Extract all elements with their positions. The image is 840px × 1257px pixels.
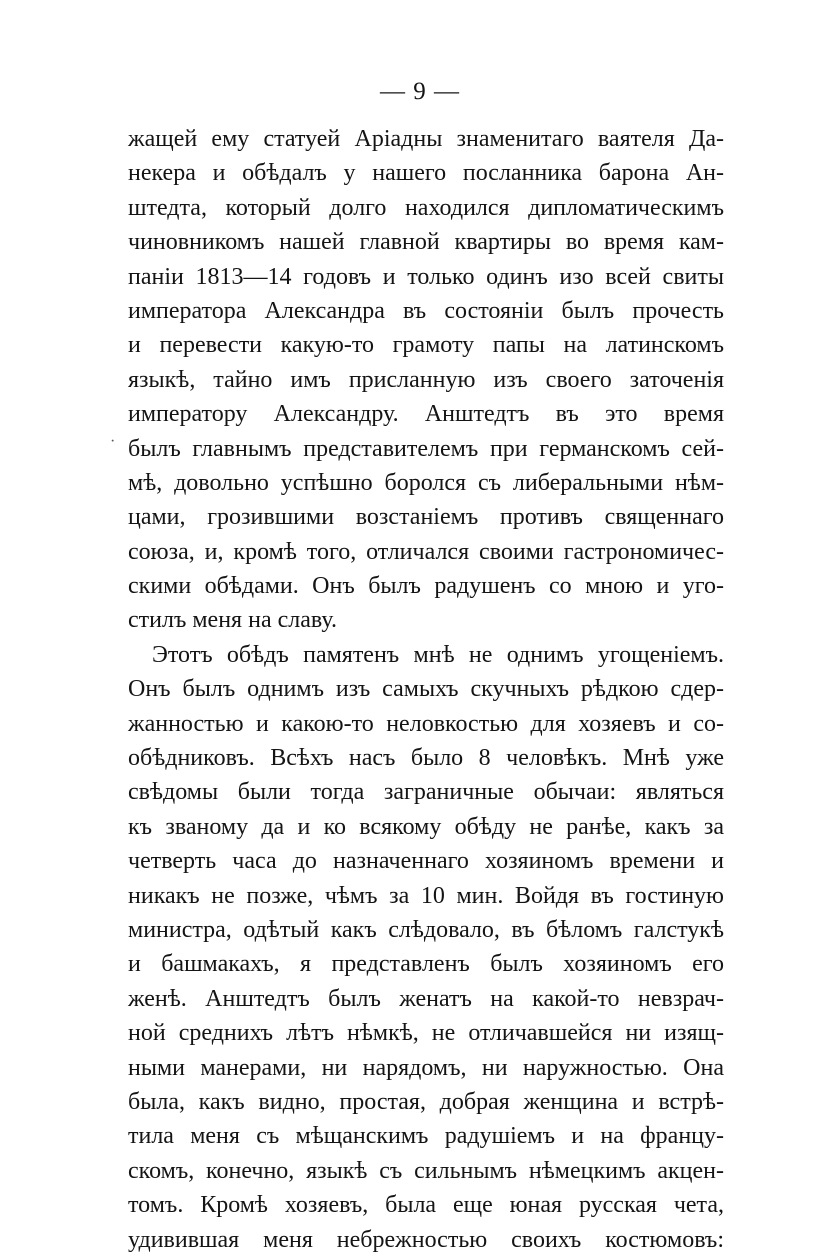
text-line: паніи 1813—14 годовъ и только одинъ изо всей свиты xyxy=(128,263,724,290)
text-line: ными манерами, ни нарядомъ, ни наружностью. Она xyxy=(128,1054,724,1081)
text-line: обѣдниковъ. Всѣхъ насъ было 8 человѣкъ. Мнѣ уже xyxy=(128,745,724,772)
text-line: союза, и, кромѣ того, отличался своими гастрономичес- xyxy=(128,538,724,565)
text-line: Этотъ обѣдъ памятенъ мнѣ не однимъ угощеніемъ. xyxy=(152,641,724,668)
text-line: чиновникомъ нашей главной квартиры во время кам- xyxy=(128,229,724,256)
text-line: императора Александра въ состояніи былъ прочесть xyxy=(128,297,724,324)
text-line: свѣдомы были тогда заграничные обычаи: являться xyxy=(128,779,724,806)
text-line: Онъ былъ однимъ изъ самыхъ скучныхъ рѣдкою сдер- xyxy=(128,676,724,703)
page-number: — 9 — xyxy=(380,78,460,105)
text-line: была, какъ видно, простая, добрая женщина и встрѣ- xyxy=(128,1088,724,1115)
text-line: четверть часа до назначеннаго хозяиномъ времени и xyxy=(128,848,724,875)
text-line: жанностью и какою-то неловкостью для хозяевъ и со- xyxy=(128,710,724,737)
text-line: и перевести какую-то грамоту папы на латинскомъ xyxy=(128,332,724,359)
text-line: штедта, который долго находился дипломатическимъ xyxy=(128,194,724,221)
text-line: жащей ему статуей Аріадны знаменитаго ваятеля Да- xyxy=(128,126,724,152)
paragraph xyxy=(128,122,724,638)
text-line: тила меня съ мѣщанскимъ радушіемъ и на францу- xyxy=(128,1123,724,1150)
text-line: мѣ, довольно успѣшно боролся съ либеральными нѣм- xyxy=(128,469,724,496)
text-line: къ званому да и ко всякому обѣду не ранѣе, какъ за xyxy=(128,813,724,840)
text-line: и башмакахъ, я представленъ былъ хозяиномъ его xyxy=(128,951,724,978)
text-line: женѣ. Анштедтъ былъ женатъ на какой-то невзрач- xyxy=(128,985,724,1012)
text-line: томъ. Кромѣ хозяевъ, была еще юная русская чета, xyxy=(128,1192,724,1219)
text-line: удивившая меня небрежностью своихъ костюмовъ: xyxy=(128,1226,724,1253)
text-line: скомъ, конечно, языкѣ съ сильнымъ нѣмецкимъ акцен- xyxy=(128,1157,724,1184)
body-text xyxy=(128,122,724,1257)
paragraph xyxy=(128,638,724,1257)
text-line: цами, грозившими возстаніемъ противъ священнаго xyxy=(128,504,724,531)
text-line: министра, одѣтый какъ слѣдовало, въ бѣломъ галстукѣ xyxy=(128,916,724,943)
text-line: языкѣ, тайно имъ присланную изъ своего заточенія xyxy=(128,366,724,393)
text-line: скими обѣдами. Онъ былъ радушенъ со мною и уго- xyxy=(128,573,724,600)
text-line: императору Александру. Анштедтъ въ это время xyxy=(128,401,724,428)
text-line: стилъ меня на славу. xyxy=(128,607,337,634)
margin-mark: · xyxy=(110,433,116,450)
text-line: ной среднихъ лѣтъ нѣмкѣ, не отличавшейся ни изящ- xyxy=(128,1020,724,1047)
text-line: никакъ не позже, чѣмъ за 10 мин. Войдя въ гостиную xyxy=(128,882,724,909)
text-line: некера и обѣдалъ у нашего посланника барона Ан- xyxy=(128,160,724,187)
text-line: былъ главнымъ представителемъ при германскомъ сей- xyxy=(128,435,724,462)
